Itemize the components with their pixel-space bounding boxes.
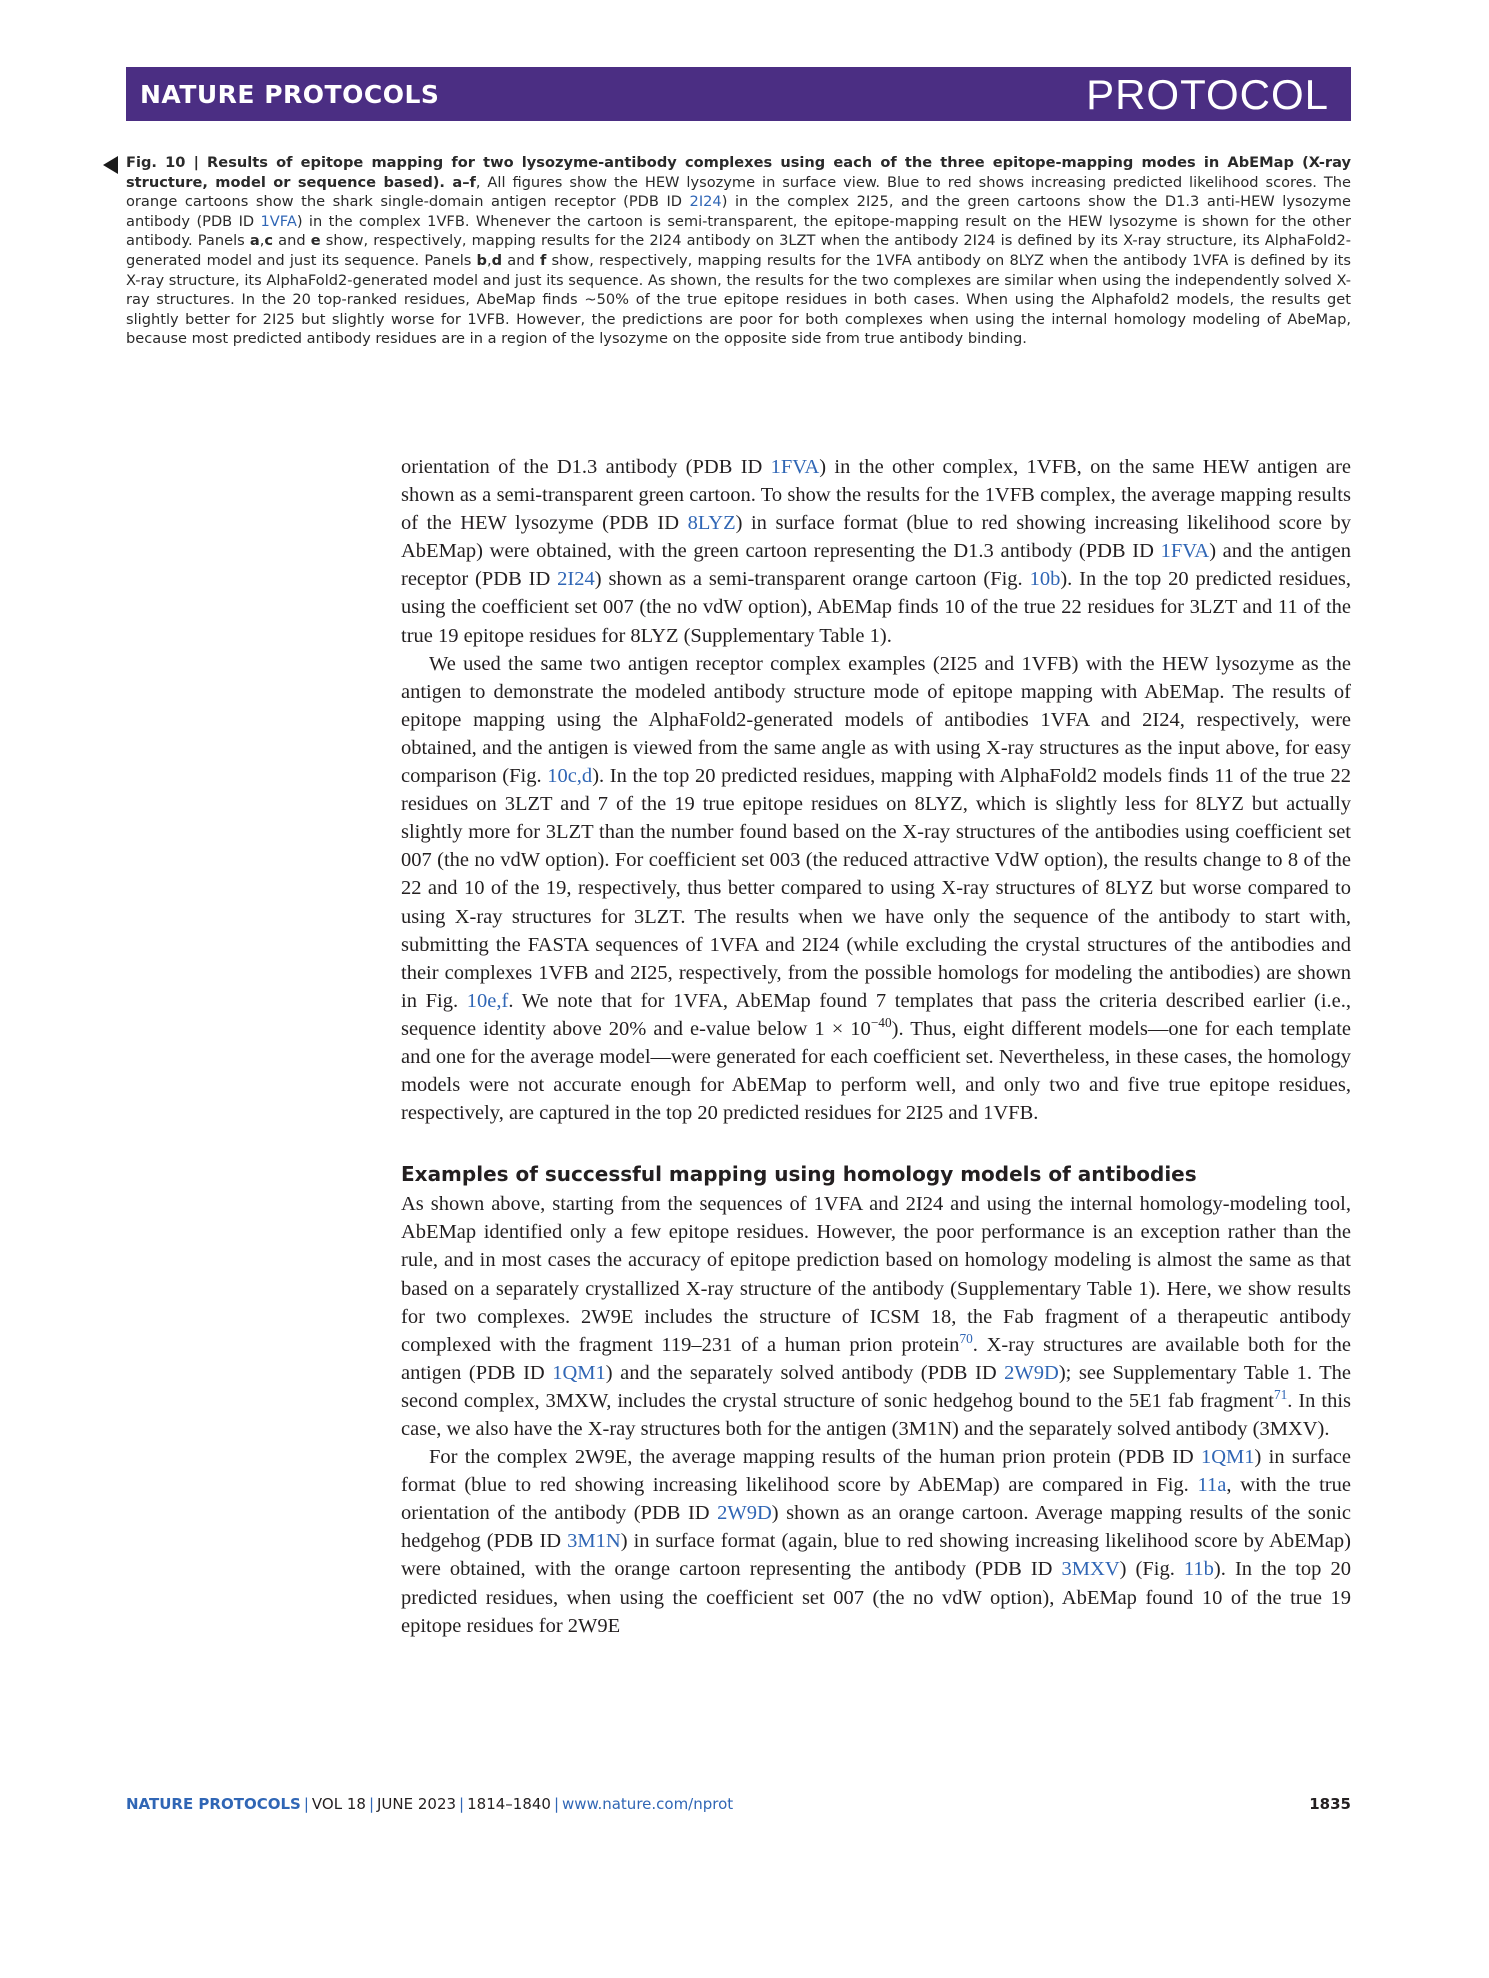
caption-text: ,	[259, 232, 265, 250]
pdb-link[interactable]: 1FVA	[770, 456, 820, 478]
text: ) and the separately solved antibody (PDB ID	[605, 1361, 1005, 1384]
pdb-link[interactable]: 1VFA	[260, 212, 297, 230]
text: , with the true orientation of the antibody (PDB ID	[401, 1474, 1351, 1525]
figure-link[interactable]: 11b	[1183, 1558, 1214, 1581]
text: . We note that for 1VFA, AbEMap found 7 templates that pass the criteria described earlier (i.e., sequence identity above 20% and e-value below 1 × 10	[401, 989, 1351, 1040]
pdb-link[interactable]: 1FVA	[1160, 540, 1210, 563]
text: ) and the antigen receptor (PDB ID	[401, 540, 1351, 591]
pdb-link[interactable]: 3M1N	[567, 1530, 621, 1553]
caption-panel-range: a–f	[444, 173, 476, 191]
journal-name: NATURE PROTOCOLS	[140, 80, 440, 109]
section-heading: Examples of successful mapping using homology models of antibodies	[401, 1162, 1197, 1187]
body-text	[401, 453, 1351, 1640]
caption-text: and	[502, 251, 540, 269]
caption-arrow-icon	[103, 156, 118, 174]
pdb-link[interactable]: 2I24	[557, 568, 595, 591]
text: ); see Supplementary Table 1. The second complex, 3MXW, includes the crystal structure of sonic hedgehog bound to the 5E1 fab fragment	[401, 1361, 1351, 1412]
paragraph	[401, 1443, 1351, 1640]
caption-text: ) in the complex 2I25, and the green cartoons show the D1.3 anti-HEW lysozyme antibody (PDB ID	[126, 193, 1351, 230]
pdb-link[interactable]: 2I24	[689, 193, 722, 211]
text: . In this case, we also have the X-ray structures both for the antigen (3M1N) and the separately solved antibody (3MXV).	[401, 1389, 1352, 1440]
panel-label: c	[264, 232, 274, 250]
figure-link[interactable]: 10c,d	[547, 765, 593, 788]
pdb-link[interactable]: 3MXV	[1061, 1558, 1120, 1581]
footer-separator: |	[553, 1795, 560, 1813]
paragraph	[401, 650, 1351, 1128]
text: ) shown as a semi-transparent orange cartoon (Fig.	[594, 568, 1030, 591]
pdb-link[interactable]: 1QM1	[552, 1361, 606, 1384]
caption-text: show, respectively, mapping results for the 2I24 antibody on 3LZT when the antibody 2I24 is defined by its X-ray structure, its AlphaFold2-generated model and just its sequence. Panels	[126, 232, 1351, 269]
figure-link[interactable]: 10e,f	[466, 989, 509, 1012]
reference-link[interactable]: 70	[959, 1330, 973, 1346]
text: orientation of the D1.3 antibody (PDB ID	[401, 456, 771, 478]
text: We used the same two antigen receptor complex examples (2I25 and 1VFB) with the HEW lysozyme as the antigen to demonstrate the modeled antibody structure mode of epitope mapping with AbEMap. The results of epitope mapping using the AlphaFold2-generated models of antibodies 1VFA and 2I24, respectively, were obtained, and the antigen is viewed from the same angle as with using X-ray structures as the input above, for easy comparison (Fig.	[401, 652, 1351, 788]
text: ) in surface format (again, blue to red showing increasing likelihood score by AbEMap) were obtained, with the orange cartoon representing the antibody (PDB ID	[401, 1530, 1351, 1581]
footer-separator: |	[459, 1795, 465, 1813]
text: ). In the top 20 predicted residues, mapping with AlphaFold2 models finds 11 of the true 22 residues on 3LZT and 7 of the 19 true epitope residues on 8LYZ, which is slightly less for 8LYZ but actually slightly more for 3LZT than the number found based on the X-ray structures of the antibodies using coefficient set 007 (the no vdW option). For coefficient set 003 (the reduced attractive VdW option), the results change to 8 of the 22 and 10 of the 19, respectively, thus better compared to using X-ray structures of 8LYZ but worse compared to using X-ray structures for 3LZT. The results when we have only the sequence of the antibody to start with, submitting the FASTA sequences of 1VFA and 2I24 (while excluding the crystal structures of the antibodies and their complexes 1VFB and 2I25, respectively, from the possible homologs for modeling the antibodies) are shown in Fig.	[401, 765, 1351, 1012]
footer-date: JUNE 2023	[377, 1795, 457, 1813]
text: ). Thus, eight different models—one for each template and one for the average model—were generated for each coefficient set. Nevertheless, in these cases, the homology models were not accurate enough for AbEMap to perform well, and only two and five true epitope residues, respectively, are captured in the top 20 predicted residues for 2I25 and 1VFB.	[401, 1017, 1352, 1125]
section-label: PROTOCOL	[1086, 71, 1329, 118]
journal-header-bar	[126, 67, 1351, 121]
paragraph	[401, 453, 1351, 650]
panel-label: a	[249, 232, 260, 250]
text: ) in the other complex, 1VFB, on the same HEW antigen are shown as a semi-transparent green cartoon. To show the results for the 1VFB complex, the average mapping results of the HEW lysozyme (PDB ID	[401, 456, 1351, 535]
footer-pages: 1814–1840	[467, 1795, 551, 1813]
footer-separator: |	[368, 1795, 374, 1813]
footer-separator: |	[303, 1795, 309, 1813]
panel-label: b	[476, 251, 487, 269]
footer-volume: VOL 18	[311, 1795, 366, 1813]
paragraph	[401, 1190, 1351, 1443]
caption-text: , All figures show the HEW lysozyme in surface view. Blue to red shows increasing predicted likelihood scores. The orange cartoons show the shark single-domain antigen receptor (PDB ID	[126, 173, 1352, 211]
panel-label: e	[310, 232, 321, 250]
caption-text: show, respectively, mapping results for the 1VFA antibody on 8LYZ when the antibody 1VFA is defined by its X-ray structure, its AlphaFold2-generated model and just its sequence. As shown, the results for the two complexes are similar when using the independently solved X-ray structures. In the 20 top-ranked residues, AbeMap finds ~50% of the true epitope residues in both cases. When using the Alphafold2 models, the results get slightly better for 2I25 but slightly worse for 1VFB. However, the predictions are poor for both complexes when using the internal homology modeling of AbeMap, because most predicted antibody residues are in a region of the lysozyme on the opposite side from true antibody binding.	[126, 251, 1351, 348]
pdb-link[interactable]: 2W9D	[717, 1502, 772, 1525]
panel-label: f	[539, 251, 547, 269]
text: ) in surface format (blue to red showing increasing likelihood score by AbEMap) were obtained, with the green cartoon representing the D1.3 antibody (PDB ID	[401, 512, 1351, 563]
text: ) shown as an orange cartoon. Average mapping results of the sonic hedgehog (PDB ID	[401, 1502, 1351, 1553]
figure-link[interactable]: 10b	[1029, 568, 1061, 591]
caption-text: ,	[487, 251, 492, 269]
text: ). In the top 20 predicted residues, using the coefficient set 007 (the no vdW option), AbEMap finds 10 of the true 22 residues for 3LZT and 11 of the true 19 epitope residues for 8LYZ (Supplementary Table 1).	[401, 568, 1351, 647]
page-number: 1835	[1309, 1795, 1351, 1813]
caption-text: ) in the complex 1VFB. Whenever the cartoon is semi-transparent, the epitope-mapping result on the HEW lysozyme is shown for the other antibody. Panels	[126, 212, 1351, 250]
text: As shown above, starting from the sequences of 1VFA and 2I24 and using the internal homology-modeling tool, AbEMap identified only a few epitope residues. However, the poor performance is an exception rather than the rule, and in most cases the accuracy of epitope prediction based on homology modeling is almost the same as that based on a separately crystallized X-ray structure of the antibody (Supplementary Table 1). Here, we show results for two complexes. 2W9E includes the structure of ICSM 18, the Fab fragment of a therapeutic antibody complexed with the fragment 119–231 of a human prion protein	[401, 1193, 1351, 1356]
footer-url-link[interactable]: www.nature.com/nprot	[562, 1795, 734, 1813]
exponent: −40	[870, 1015, 892, 1031]
caption-text: and	[273, 232, 311, 250]
text: . X-ray structures are available both for the antigen (PDB ID	[401, 1333, 1352, 1384]
text: ). In the top 20 predicted residues, when using the coefficient set 007 (the no vdW option), AbEMap found 10 of the true 19 epitope residues for 2W9E	[401, 1558, 1351, 1637]
text: ) in surface format (blue to red showing increasing likelihood score by AbEMap) are compared in Fig.	[401, 1446, 1351, 1497]
figure-link[interactable]: 11a	[1197, 1474, 1227, 1497]
page-footer	[126, 1795, 1351, 1819]
caption-title: Fig. 10 | Results of epitope mapping for two lysozyme-antibody complexes using each of the three epitope-mapping modes in AbEMap (X-ray structure, model or sequence based).	[126, 154, 1351, 191]
text: ) (Fig.	[1119, 1558, 1184, 1581]
pdb-link[interactable]: 8LYZ	[687, 512, 736, 535]
pdb-link[interactable]: 2W9D	[1004, 1361, 1059, 1384]
reference-link[interactable]: 71	[1273, 1387, 1288, 1403]
figure-caption	[126, 153, 1351, 349]
pdb-link[interactable]: 1QM1	[1201, 1446, 1255, 1469]
footer-journal: NATURE PROTOCOLS	[126, 1795, 301, 1813]
text: For the complex 2W9E, the average mapping results of the human prion protein (PDB ID	[429, 1446, 1201, 1469]
panel-label: d	[491, 251, 503, 269]
